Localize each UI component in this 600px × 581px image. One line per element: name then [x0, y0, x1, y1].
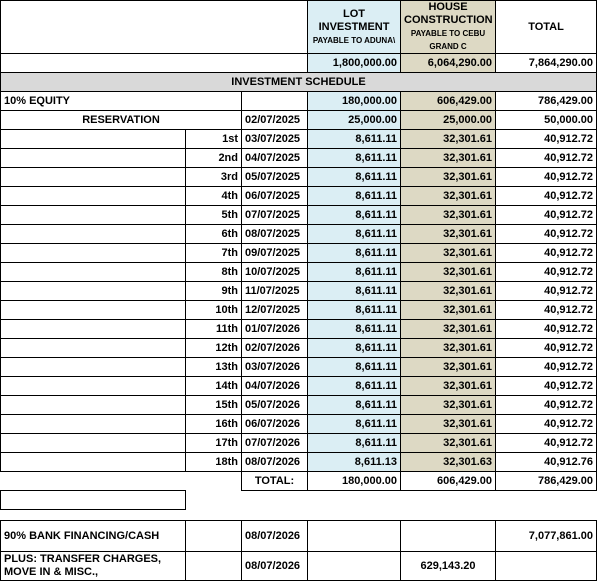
- installment-row: [1, 168, 597, 187]
- installment-row: [1, 130, 597, 149]
- installment-number: 2nd: [186, 149, 242, 168]
- bank-financing-house: [401, 521, 496, 552]
- installment-lot: 8,611.11: [308, 301, 401, 320]
- installment-total: 40,912.72: [496, 206, 597, 225]
- installment-blank: [1, 339, 186, 358]
- header-amounts-blank: [1, 54, 308, 73]
- installment-row: [1, 225, 597, 244]
- house-payable-line2: GRAND C: [429, 42, 467, 51]
- totals-label: TOTAL:: [242, 472, 308, 491]
- installment-row: [1, 187, 597, 206]
- installment-total: 40,912.72: [496, 244, 597, 263]
- installment-total: 40,912.72: [496, 415, 597, 434]
- installment-number: 14th: [186, 377, 242, 396]
- bank-financing-blank: [186, 521, 242, 552]
- installment-total: 40,912.72: [496, 339, 597, 358]
- house-title-line1: HOUSE: [428, 1, 468, 13]
- installment-date: 12/07/2025: [242, 301, 308, 320]
- installment-house: 32,301.61: [401, 187, 496, 206]
- installment-blank: [1, 206, 186, 225]
- installment-lot: 8,611.11: [308, 149, 401, 168]
- installment-row: [1, 244, 597, 263]
- transfer-charges-label: [1, 552, 186, 581]
- installment-house: 32,301.61: [401, 377, 496, 396]
- installment-blank: [1, 168, 186, 187]
- installment-number: 9th: [186, 282, 242, 301]
- installment-house: 32,301.61: [401, 358, 496, 377]
- installment-row: [1, 377, 597, 396]
- grand-total-amount: 7,864,290.00: [496, 54, 597, 73]
- installment-house: 32,301.63: [401, 453, 496, 472]
- installment-total: 40,912.72: [496, 358, 597, 377]
- installment-lot: 8,611.11: [308, 282, 401, 301]
- installment-total: 40,912.72: [496, 320, 597, 339]
- schedule-title-row: [1, 73, 597, 92]
- transfer-charges-date: 08/07/2026: [242, 552, 308, 581]
- bank-financing-total: 7,077,861.00: [496, 521, 597, 552]
- lot-title-line1: LOT: [343, 7, 366, 20]
- installment-number: 1st: [186, 130, 242, 149]
- transfer-charges-row: [1, 552, 597, 581]
- installment-date: 02/07/2026: [242, 339, 308, 358]
- totals-row: [1, 472, 597, 491]
- installment-number: 12th: [186, 339, 242, 358]
- transfer-charges-label-line1: PLUS: TRANSFER CHARGES,: [4, 553, 162, 565]
- installment-lot: 8,611.11: [308, 206, 401, 225]
- lot-payable-to: PAYABLE TO ADUNA\: [312, 35, 396, 45]
- transfer-charges-total: [496, 552, 597, 581]
- installment-lot: 8,611.11: [308, 225, 401, 244]
- installment-number: 4th: [186, 187, 242, 206]
- equity-label: 10% EQUITY: [1, 92, 242, 111]
- installment-date: 09/07/2025: [242, 244, 308, 263]
- reservation-total: 50,000.00: [496, 111, 597, 130]
- totals-total: 786,429.00: [496, 472, 597, 491]
- installment-row: [1, 301, 597, 320]
- installment-lot: 8,611.11: [308, 415, 401, 434]
- installment-blank: [1, 149, 186, 168]
- house-construction-header: [401, 1, 496, 54]
- installment-date: 08/07/2025: [242, 225, 308, 244]
- installment-date: 04/07/2025: [242, 149, 308, 168]
- installment-row: [1, 149, 597, 168]
- installment-date: 01/07/2026: [242, 320, 308, 339]
- header-amounts-row: [1, 54, 597, 73]
- installment-lot: 8,611.11: [308, 263, 401, 282]
- installment-total: 40,912.72: [496, 187, 597, 206]
- installment-blank: [1, 377, 186, 396]
- equity-house: 606,429.00: [401, 92, 496, 111]
- installment-date: 03/07/2025: [242, 130, 308, 149]
- installment-total: 40,912.72: [496, 149, 597, 168]
- equity-total: 786,429.00: [496, 92, 597, 111]
- installment-number: 5th: [186, 206, 242, 225]
- header-row: [1, 1, 597, 54]
- installment-blank: [1, 225, 186, 244]
- reservation-date: 02/07/2025: [242, 111, 308, 130]
- installment-lot: 8,611.11: [308, 396, 401, 415]
- installment-house: 32,301.61: [401, 434, 496, 453]
- installment-lot: 8,611.11: [308, 187, 401, 206]
- installment-total: 40,912.72: [496, 168, 597, 187]
- installment-house: 32,301.61: [401, 244, 496, 263]
- equity-row: [1, 92, 597, 111]
- installment-row: [1, 358, 597, 377]
- total-header: TOTAL: [496, 1, 597, 54]
- installment-lot: 8,611.11: [308, 434, 401, 453]
- transfer-charges-lot: [308, 552, 401, 581]
- bank-financing-row: [1, 521, 597, 552]
- equity-lot: 180,000.00: [308, 92, 401, 111]
- installment-date: 07/07/2026: [242, 434, 308, 453]
- installment-date: 05/07/2025: [242, 168, 308, 187]
- installment-row: [1, 206, 597, 225]
- installment-number: 11th: [186, 320, 242, 339]
- transfer-charges-label-line2: MOVE IN & MISC.,: [4, 566, 99, 578]
- installment-house: 32,301.61: [401, 206, 496, 225]
- installment-house: 32,301.61: [401, 320, 496, 339]
- reservation-row: [1, 111, 597, 130]
- installment-house: 32,301.61: [401, 130, 496, 149]
- installment-total: 40,912.72: [496, 301, 597, 320]
- installment-house: 32,301.61: [401, 301, 496, 320]
- spacer-cell: [1, 510, 597, 521]
- installment-date: 06/07/2025: [242, 187, 308, 206]
- installment-date: 10/07/2025: [242, 263, 308, 282]
- installment-blank: [1, 187, 186, 206]
- installment-blank: [1, 263, 186, 282]
- installment-number: 6th: [186, 225, 242, 244]
- installment-blank: [1, 244, 186, 263]
- transfer-charges-house: 629,143.20: [401, 552, 496, 581]
- reservation-lot: 25,000.00: [308, 111, 401, 130]
- spacer-row: [1, 491, 597, 510]
- installment-row: [1, 396, 597, 415]
- transfer-charges-blank: [186, 552, 242, 581]
- installment-total: 40,912.72: [496, 130, 597, 149]
- installment-number: 15th: [186, 396, 242, 415]
- installment-total: 40,912.72: [496, 263, 597, 282]
- installment-blank: [1, 320, 186, 339]
- lot-title-line2: INVESTMENT: [318, 20, 390, 33]
- schedule-title: INVESTMENT SCHEDULE: [1, 73, 597, 92]
- header-blank-cell: [1, 1, 308, 54]
- installment-lot: 8,611.11: [308, 358, 401, 377]
- installment-house: 32,301.61: [401, 396, 496, 415]
- totals-house: 606,429.00: [401, 472, 496, 491]
- installment-lot: 8,611.11: [308, 320, 401, 339]
- installment-lot: 8,611.11: [308, 244, 401, 263]
- installment-lot: 8,611.11: [308, 377, 401, 396]
- installment-lot: 8,611.11: [308, 168, 401, 187]
- installment-blank: [1, 130, 186, 149]
- totals-blank-2: [186, 472, 242, 491]
- house-total-amount: 6,064,290.00: [401, 54, 496, 73]
- bank-financing-date: 08/07/2026: [242, 521, 308, 552]
- bank-financing-label: 90% BANK FINANCING/CASH: [1, 521, 186, 552]
- installment-total: 40,912.72: [496, 282, 597, 301]
- installment-house: 32,301.61: [401, 282, 496, 301]
- house-title-line2: CONSTRUCTION: [404, 14, 493, 26]
- installment-date: 11/07/2025: [242, 282, 308, 301]
- lot-total-amount: 1,800,000.00: [308, 54, 401, 73]
- installment-date: 03/07/2026: [242, 358, 308, 377]
- installment-total: 40,912.72: [496, 396, 597, 415]
- installment-house: 32,301.61: [401, 415, 496, 434]
- installment-number: 3rd: [186, 168, 242, 187]
- installment-blank: [1, 434, 186, 453]
- installment-row: [1, 415, 597, 434]
- reservation-house: 25,000.00: [401, 111, 496, 130]
- installment-number: 13th: [186, 358, 242, 377]
- installment-blank: [1, 415, 186, 434]
- installment-date: 05/07/2026: [242, 396, 308, 415]
- lot-investment-header: [308, 1, 401, 54]
- house-payable-line1: PAYABLE TO CEBU: [410, 29, 486, 38]
- spacer-row: [1, 510, 597, 521]
- installment-house: 32,301.61: [401, 263, 496, 282]
- installment-number: 18th: [186, 453, 242, 472]
- bank-financing-lot: [308, 521, 401, 552]
- installment-total: 40,912.76: [496, 453, 597, 472]
- totals-lot: 180,000.00: [308, 472, 401, 491]
- installment-number: 10th: [186, 301, 242, 320]
- installment-lot: 8,611.13: [308, 453, 401, 472]
- installment-row: [1, 434, 597, 453]
- installment-row: [1, 320, 597, 339]
- equity-date: [242, 92, 308, 111]
- installment-house: 32,301.61: [401, 168, 496, 187]
- installment-number: 7th: [186, 244, 242, 263]
- installment-total: 40,912.72: [496, 434, 597, 453]
- installment-blank: [1, 396, 186, 415]
- installment-house: 32,301.61: [401, 339, 496, 358]
- totals-blank-1: [1, 472, 186, 491]
- installment-lot: 8,611.11: [308, 130, 401, 149]
- reservation-label: RESERVATION: [1, 111, 242, 130]
- installment-date: 07/07/2025: [242, 206, 308, 225]
- installment-blank: [1, 301, 186, 320]
- installment-lot: 8,611.11: [308, 339, 401, 358]
- installment-row: [1, 453, 597, 472]
- installment-row: [1, 282, 597, 301]
- installment-number: 16th: [186, 415, 242, 434]
- installment-number: 17th: [186, 434, 242, 453]
- installment-house: 32,301.61: [401, 149, 496, 168]
- installment-row: [1, 339, 597, 358]
- installment-number: 8th: [186, 263, 242, 282]
- installment-total: 40,912.72: [496, 225, 597, 244]
- installment-date: 08/07/2026: [242, 453, 308, 472]
- installment-row: [1, 263, 597, 282]
- installment-house: 32,301.61: [401, 225, 496, 244]
- spacer-cell: [1, 491, 186, 510]
- installment-blank: [1, 358, 186, 377]
- spacer-cell: [186, 491, 597, 510]
- installment-blank: [1, 453, 186, 472]
- installment-date: 04/07/2026: [242, 377, 308, 396]
- installment-date: 06/07/2026: [242, 415, 308, 434]
- installment-blank: [1, 282, 186, 301]
- installment-total: 40,912.72: [496, 377, 597, 396]
